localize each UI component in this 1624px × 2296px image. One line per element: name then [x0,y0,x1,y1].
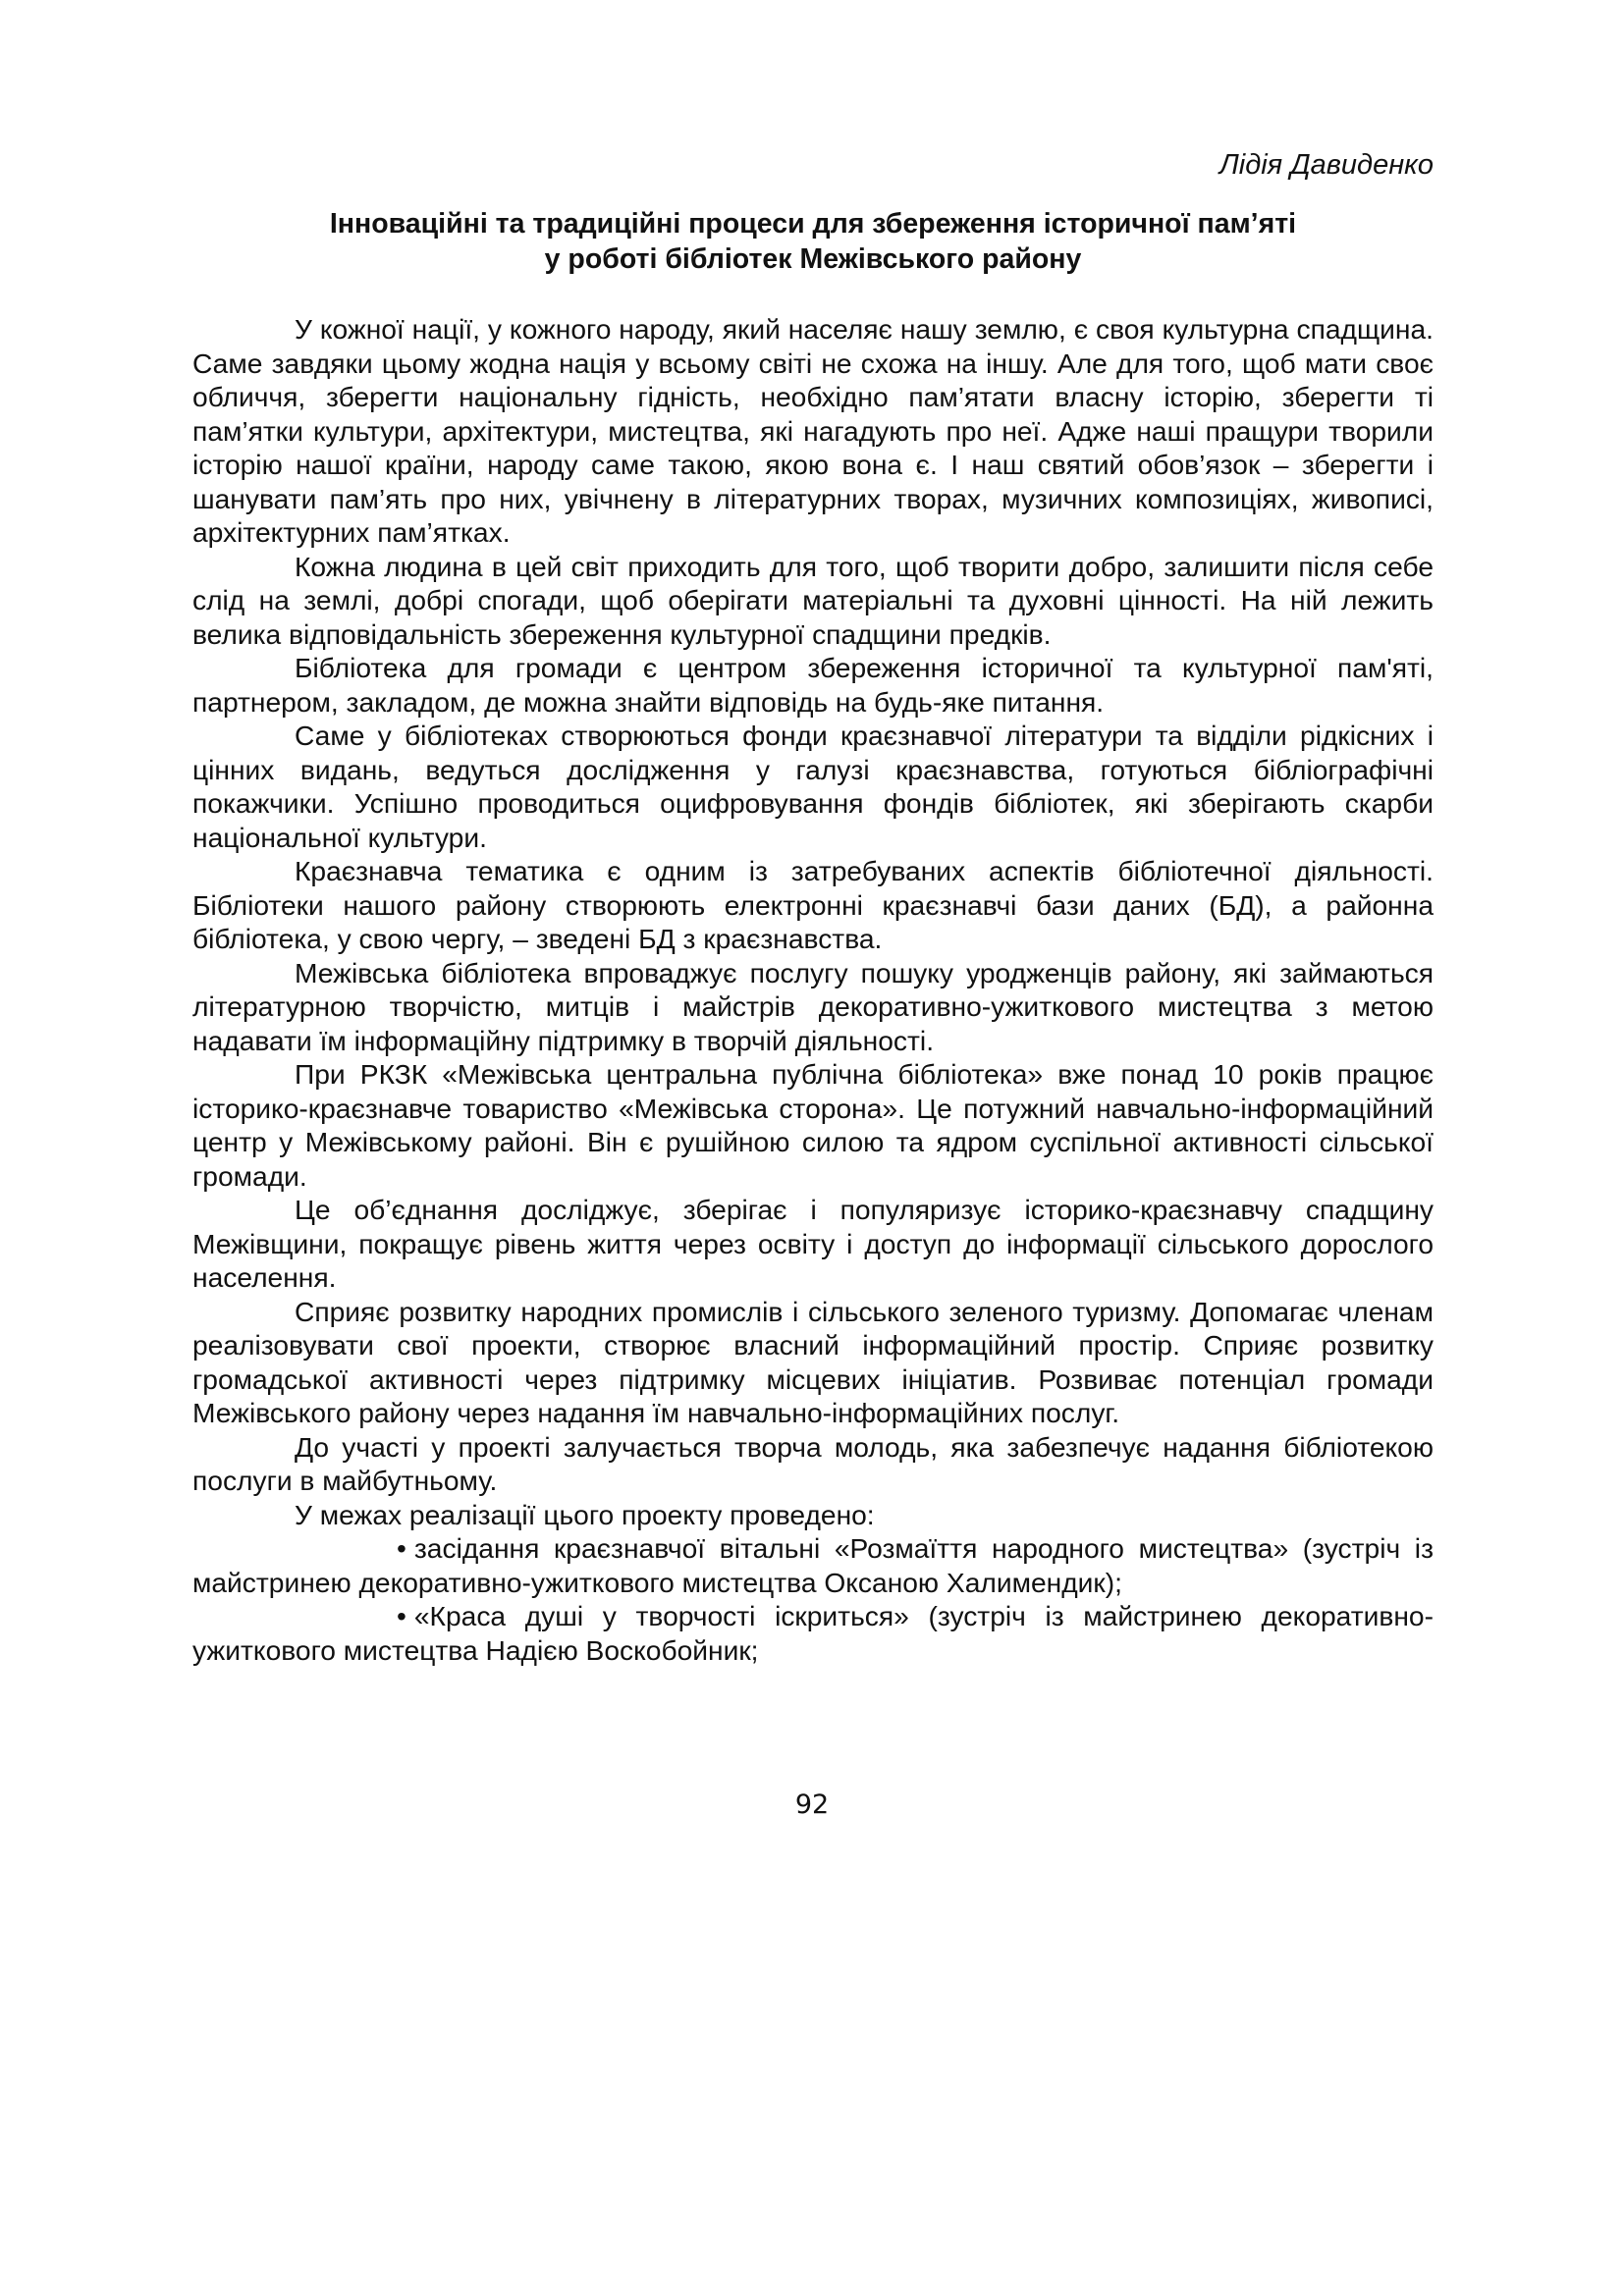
article-body [192,312,1434,1667]
paragraph: У кожної нації, у кожного народу, який населяє нашу землю, є своя культурна спадщина. Саме завдяки цьому жодна нація у всьому світі не схожа на іншу. Але для того, щоб мати своє обличчя, зберегти національну гідність, необхідно пам’ятати власну історію, зберегти ті пам’ятки культури, архітектури, мистецтва, які нагадують про неї. Адже наші пращури творили історію нашої країни, народу саме такою, якою вона є. І наш святий обов’язок – зберегти і шанувати пам’ять про них, увічнену в літературних творах, музичних композиціях, живописі, архітектурних пам’ятках. [192,313,1434,548]
author-name: Лідія Давиденко [1218,149,1434,181]
bullet-item [192,1531,1434,1599]
bullet-text: засідання краєзнавчої вітальні «Розмаїття народного мистецтва» (зустріч із майстринею декоративно-ужиткового мистецтва Оксаною Халимендик); [192,1532,1434,1598]
bullet-item [192,1599,1434,1667]
paragraph: Це об’єднання досліджує, зберігає і популяризує історико-краєзнавчу спадщину Межівщини, покращує рівень життя через освіту і доступ до інформації сільського дорослого населення. [192,1194,1434,1293]
bullet-text: «Краса душі у творчості іскриться» (зустріч із майстринею декоративно-ужиткового мистецтва Надією Воскобойник; [192,1600,1434,1666]
paragraph: При РКЗК «Межівська центральна публічна бібліотека» вже понад 10 років працює історико-краєзнавче товариство «Межівська сторона». Це потужний навчально-інформаційний центр у Межівському районі. Він є рушійною силою та ядром суспільної активності сільської громади. [192,1058,1434,1192]
title-line-1: Інноваційні та традиційні процеси для збереження історичної пам’яті [329,208,1297,240]
paragraph: Межівська бібліотека впроваджує послугу пошуку уродженців району, які займаються літературною творчістю, митців і майстрів декоративно-ужиткового мистецтва з метою надавати їм інформаційну підтримку в творчій діяльності. [192,956,1434,1056]
title-line-2: у роботі бібліотек Межівського району [544,243,1082,275]
bullet-icon: • [397,1532,406,1564]
paragraph: Бібліотека для громади є центром збереження історичної та культурної пам'яті, партнером, закладом, де можна знайти відповідь на будь-яке питання. [192,652,1434,718]
bullet-icon: • [397,1600,406,1631]
paragraph: Саме у бібліотеках створюються фонди краєзнавчої літератури та відділи рідкісних і цінних видань, ведуться дослідження у галузі краєзнавства, готуються бібліографічні покажчики. Успішно проводиться оцифровування фондів бібліотек, які зберігають скарби національної культури. [192,720,1434,853]
paragraph: Краєзнавча тематика є одним із затребуваних аспектів бібліотечної діяльності. Бібліотеки нашого району створюють електронні краєзнавчі бази даних (БД), а районна бібліотека, у свою чергу, – зведені БД з краєзнавства. [192,855,1434,954]
paragraph: У межах реалізації цього проекту проведено: [295,1498,875,1530]
paragraph: Сприяє розвитку народних промислів і сільського зеленого туризму. Допомагає членам реалізовувати свої проекти, створює власний інформаційний простір. Сприяє розвитку громадської активності через підтримку місцевих ініціатив. Розвиває потенціал громади Межівського району через надання їм навчально-інформаційних послуг. [192,1295,1434,1428]
paragraph: Кожна людина в цей світ приходить для того, щоб творити добро, залишити після себе слід на землі, добрі спогади, щоб оберігати матеріальні та духовні цінності. На ній лежить велика відповідальність збереження культурної спадщини предків. [192,550,1434,650]
article-title [192,206,1434,277]
paragraph: До участі у проекті залучається творча молодь, яка забезпечує надання бібліотекою послуги в майбутньому. [192,1430,1434,1496]
document-page [192,147,1434,1667]
page-number: 92 [794,1789,830,1820]
